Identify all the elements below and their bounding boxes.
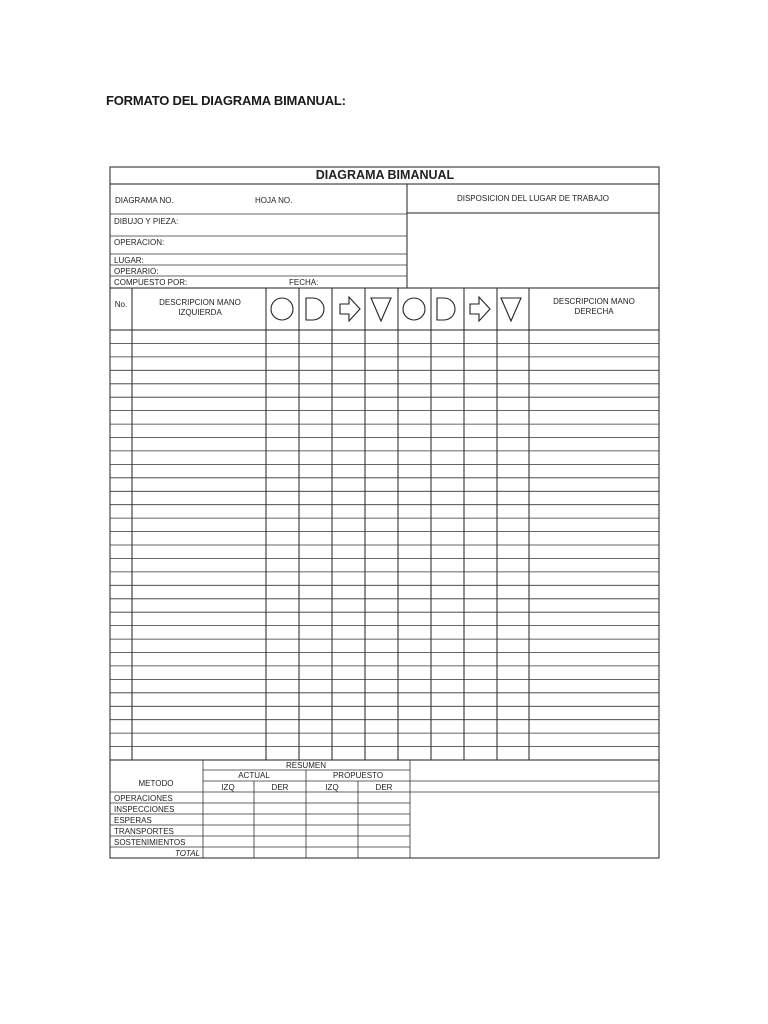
lugar-label: LUGAR:: [114, 256, 144, 265]
operation-circle-icon: [403, 298, 425, 320]
summary-row-sostenimientos: SOSTENIMIENTOS: [114, 838, 186, 847]
diagrama-no-label: DIAGRAMA NO.: [115, 196, 174, 205]
col-no-header: No.: [114, 300, 128, 309]
form-frame: [110, 167, 659, 858]
summary-row-esperas: ESPERAS: [114, 816, 152, 825]
actual-label: ACTUAL: [238, 771, 270, 780]
compuesto-por-label: COMPUESTO POR:: [114, 278, 188, 287]
disposicion-label: DISPOSICION DEL LUGAR DE TRABAJO: [456, 194, 610, 203]
actual-izq-label: IZQ: [221, 783, 235, 792]
hoja-no-label: HOJA NO.: [255, 196, 293, 205]
operation-circle-icon: [271, 298, 293, 320]
transport-arrow-icon: [470, 297, 490, 321]
actual-der-label: DER: [271, 783, 289, 792]
desc-right-header-2: DERECHA: [574, 307, 614, 316]
transport-arrow-icon: [340, 297, 360, 321]
operacion-label: OPERACION:: [114, 238, 165, 247]
summary-total-label: TOTAL: [174, 849, 200, 858]
propuesto-der-label: DER: [375, 783, 393, 792]
summary-row-transportes: TRANSPORTES: [114, 827, 174, 836]
operario-label: OPERARIO:: [114, 267, 159, 276]
summary-row-operaciones: OPERACIONES: [114, 794, 173, 803]
metodo-label: METODO: [138, 779, 174, 788]
delay-d-icon: [437, 298, 455, 320]
storage-triangle-icon: [371, 298, 391, 321]
desc-right-header-1: DESCRIPCION MANO: [553, 297, 635, 306]
fecha-label: FECHA:: [289, 278, 319, 287]
summary-row-inspecciones: INSPECCIONES: [114, 805, 175, 814]
page-heading: FORMATO DEL DIAGRAMA BIMANUAL:: [106, 93, 346, 108]
delay-d-icon: [306, 298, 324, 320]
propuesto-label: PROPUESTO: [332, 771, 384, 780]
propuesto-izq-label: IZQ: [325, 783, 339, 792]
resumen-label: RESUMEN: [285, 761, 327, 770]
form-title: DIAGRAMA BIMANUAL: [315, 168, 455, 182]
storage-triangle-icon: [501, 298, 521, 321]
desc-left-header-2: IZQUIERDA: [178, 308, 222, 317]
desc-left-header-1: DESCRIPCION MANO: [159, 298, 241, 307]
table-grid: [110, 288, 659, 760]
dibujo-pieza-label: DIBUJO Y PIEZA:: [114, 217, 179, 226]
